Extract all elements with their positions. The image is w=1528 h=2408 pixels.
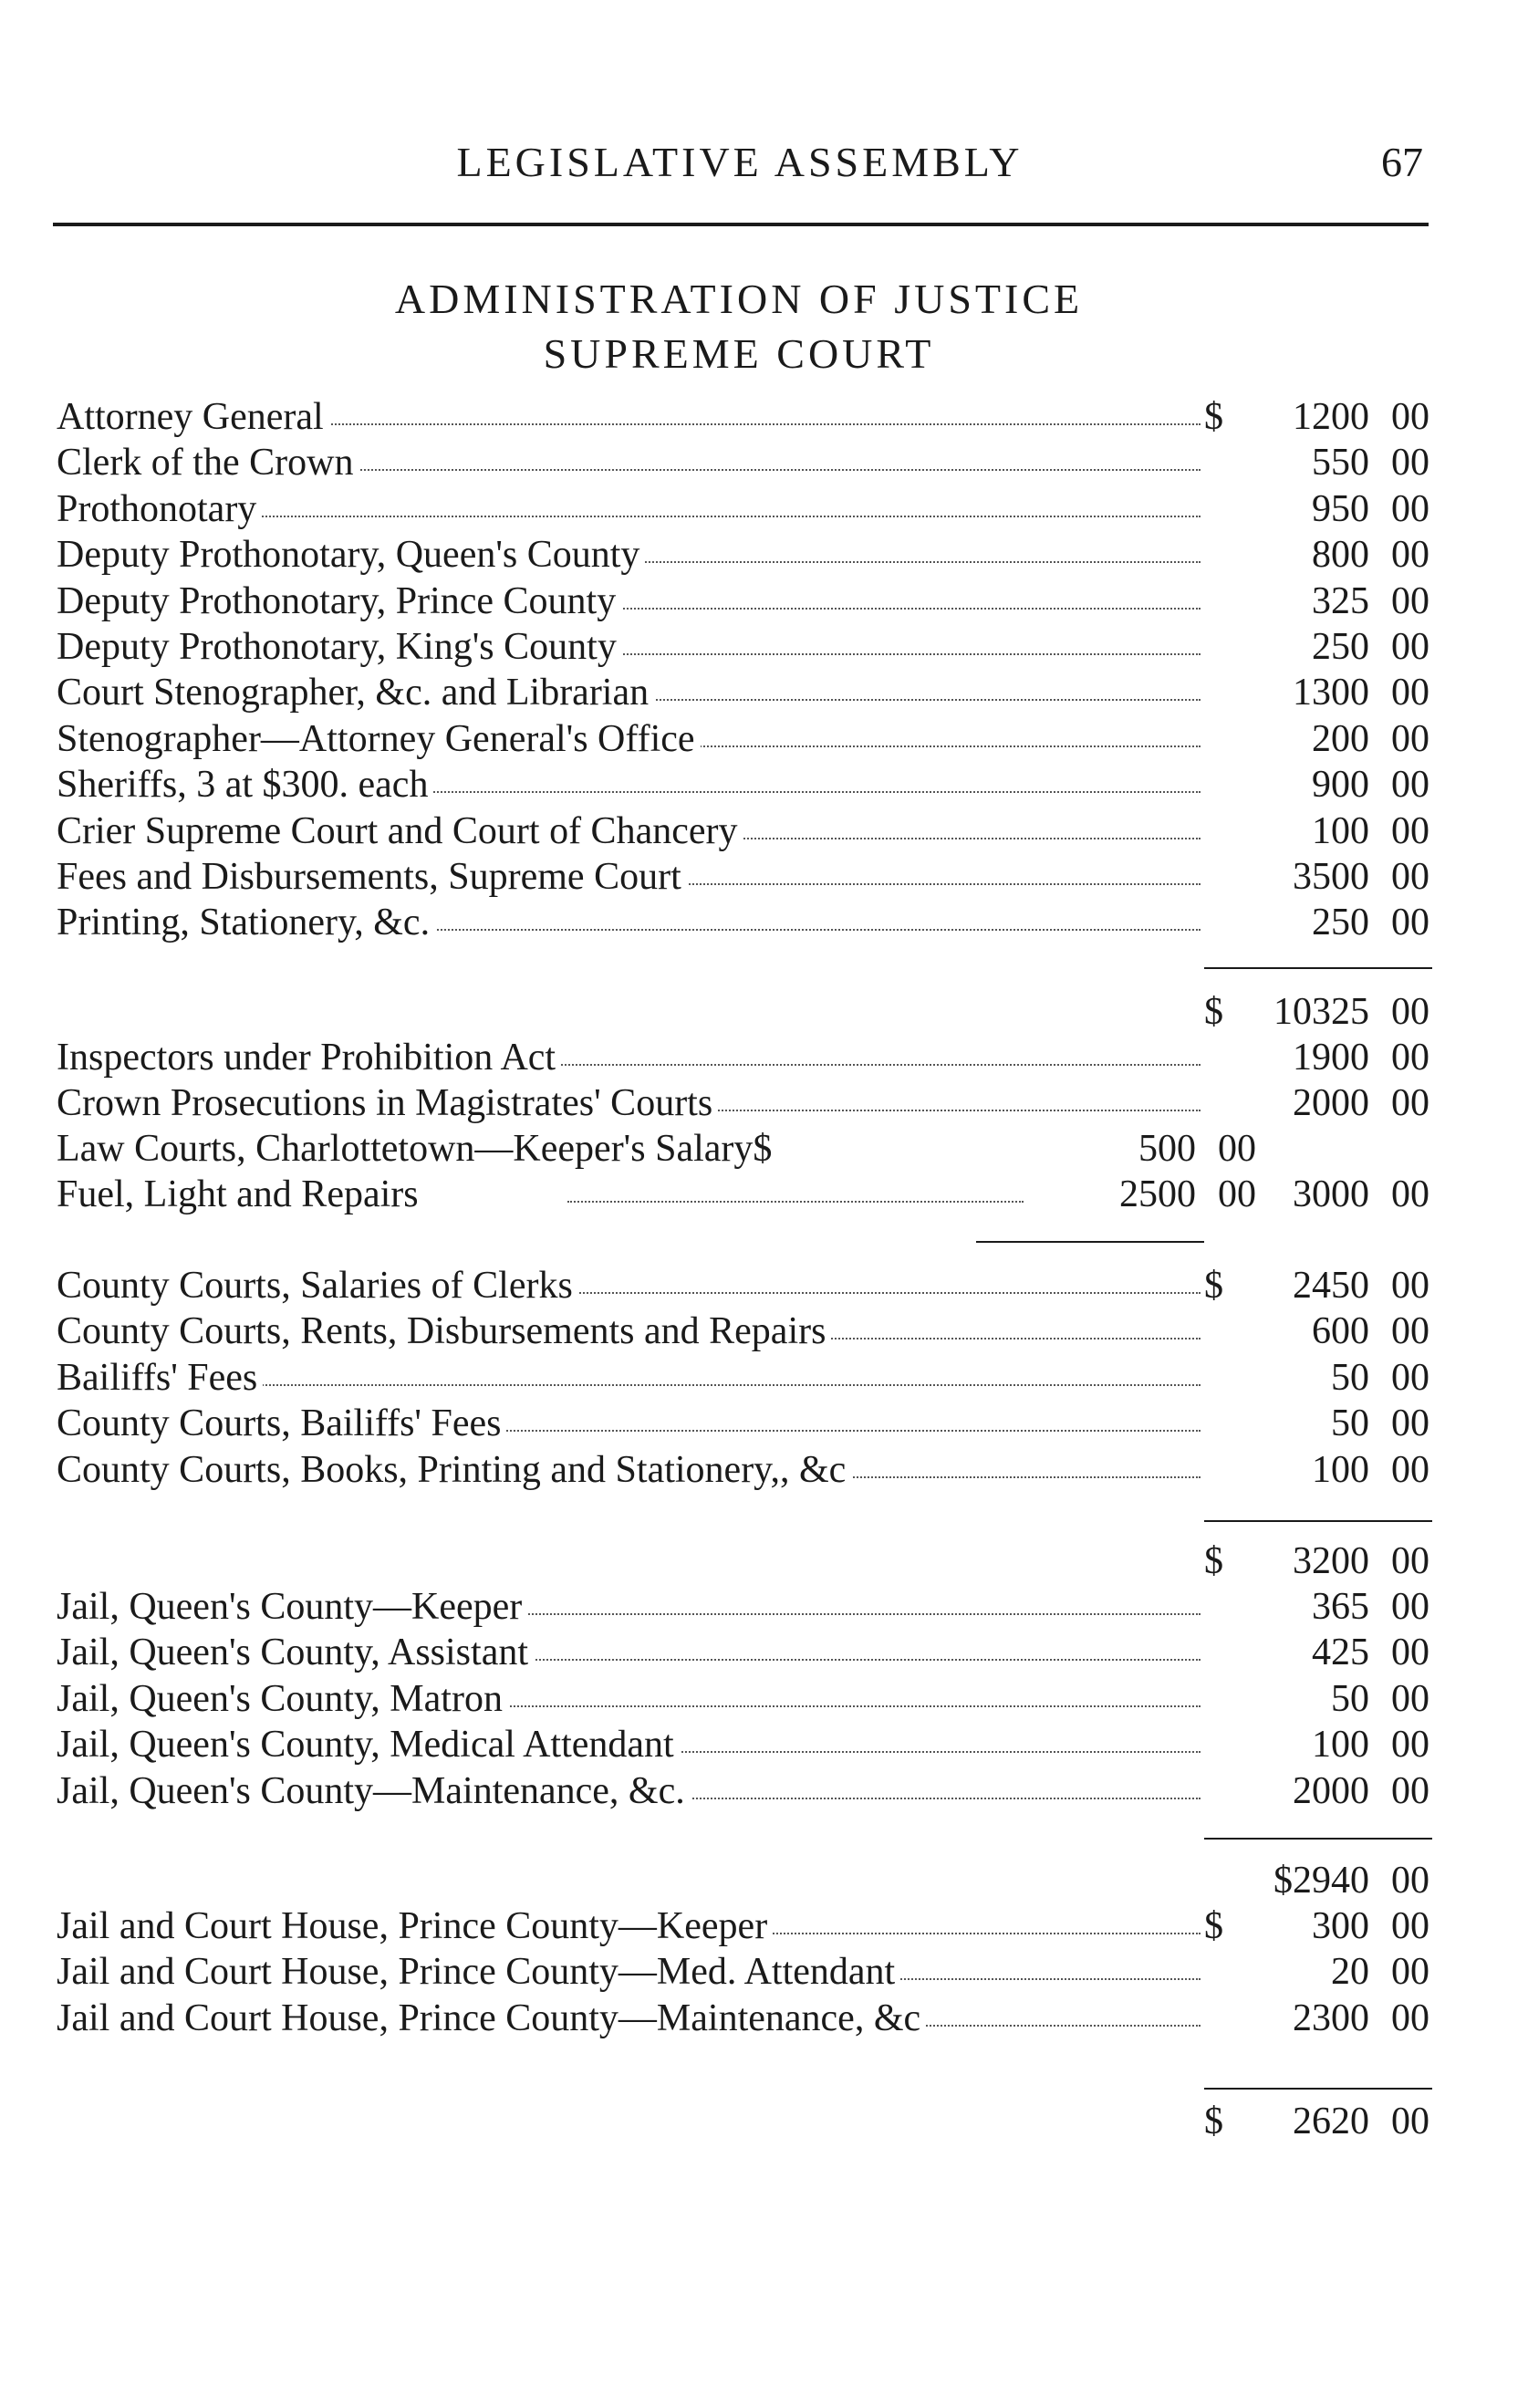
list-item [57,1263,1429,1308]
entry-amount: 550 00 [1312,442,1429,485]
entry-amount: 2300 00 [1293,1996,1429,2039]
entry-amount: 365 00 [1312,1586,1429,1628]
total-row [57,1538,1429,1584]
entry-label: Law Courts, Charlottetown—Keeper's Salary$ [57,1126,777,1172]
entry-label: Bailiffs' Fees [57,1355,263,1401]
entry-label: Deputy Prothonotary, Queen's County [57,532,645,578]
list-item [57,900,1429,945]
section-heading: ADMINISTRATION OF JUSTICE [394,276,1084,322]
total-currency: $ [1204,1540,1223,1582]
subsection-heading: SUPREME COURT [543,330,935,377]
list-item [57,1126,1429,1172]
list-item [57,808,1429,854]
list-item [57,1768,1429,1814]
list-item [57,1355,1429,1401]
total-row [57,2099,1429,2144]
total-amount: 2620 00 [1293,2100,1429,2142]
entry-label: County Courts, Bailiffs' Fees [57,1401,506,1446]
total-amount: 3200 00 [1293,1540,1429,1582]
entry-amount: 3500 00 [1293,856,1429,898]
entry-label: Crown Prosecutions in Magistrates' Courts [57,1080,718,1126]
entry-currency: $ [1204,1905,1223,1947]
total-amount: $2940 00 [1273,1860,1429,1902]
entry-amount: 20 00 [1331,1951,1429,1994]
entry-amount: 600 00 [1312,1310,1429,1353]
entry-amount: 1900 00 [1293,1037,1429,1079]
running-title: LEGISLATIVE ASSEMBLY [456,139,1024,185]
entry-label: Sheriffs, 3 at $300. each [57,762,433,808]
list-item [57,394,1429,440]
entry-label: Jail and Court House, Prince County—Maintenance, &c [57,1996,926,2041]
list-item [57,1172,1429,1217]
total-currency: $ [1204,2100,1223,2142]
entry-amount: 2000 00 [1293,1082,1429,1124]
list-item [57,440,1429,485]
total-currency: $ [1204,991,1223,1033]
entry-amount: 100 00 [1312,809,1429,852]
list-item [57,624,1429,670]
list-item [57,716,1429,762]
entry-amount: 2450 00 [1293,1265,1429,1307]
subtotal-rule [1204,2088,1432,2090]
entry-subamount: 500 00 [1138,1128,1256,1170]
list-item [57,1308,1429,1354]
list-item [57,854,1429,900]
entry-label: Deputy Prothonotary, Prince County [57,579,621,624]
page-number: 67 [1381,139,1423,185]
list-item [57,1584,1429,1630]
entry-label: Stenographer—Attorney General's Office [57,716,701,762]
entry-amount: 250 00 [1312,902,1429,944]
entry-amount: 425 00 [1312,1631,1429,1674]
subtotal-rule [1204,1838,1432,1840]
entry-label: Attorney General [57,394,329,440]
list-item [57,762,1429,808]
entry-label: Crier Supreme Court and Court of Chancery [57,808,743,854]
total-amount: 10325 00 [1273,991,1429,1033]
entry-amount: 1200 00 [1293,396,1429,438]
entry-label: Jail and Court House, Prince County—Med. Attendant [57,1949,900,1995]
subtotal-rule [1204,1520,1432,1522]
entry-label: County Courts, Salaries of Clerks [57,1263,578,1308]
entry-amount: 300 00 [1312,1905,1429,1947]
entry-amount: 100 00 [1312,1448,1429,1491]
list-item [57,1949,1429,1995]
header-rule [53,223,1429,226]
entry-amount: 800 00 [1312,534,1429,577]
list-item [57,579,1429,624]
list-item [57,1903,1429,1949]
list-item [57,1996,1429,2041]
entry-subamount: 2500 00 [1119,1173,1256,1215]
entry-label: Prothonotary [57,486,262,532]
entry-label: Fees and Disbursements, Supreme Court [57,854,687,900]
entry-currency: $ [1204,1265,1223,1307]
entry-label: Inspectors under Prohibition Act [57,1035,561,1080]
running-header [57,135,1423,190]
list-item [57,532,1429,578]
entry-amount: 50 00 [1331,1356,1429,1399]
entry-label: Jail, Queen's County, Assistant [57,1630,534,1675]
list-item [57,1035,1429,1080]
entry-label: Jail, Queen's County—Maintenance, &c. [57,1768,691,1814]
entry-label: Jail, Queen's County, Matron [57,1676,508,1722]
entry-amount: 900 00 [1312,764,1429,807]
subtotal-rule [1204,967,1432,969]
entry-label: County Courts, Rents, Disbursements and Repairs [57,1308,831,1354]
list-item [57,1722,1429,1767]
total-row [57,1858,1429,1903]
list-item [57,1401,1429,1446]
total-row [57,989,1429,1035]
entry-label: Jail, Queen's County, Medical Attendant [57,1722,680,1767]
entry-label: Printing, Stationery, &c. [57,900,435,945]
entry-label: County Courts, Books, Printing and Stationery,, &c [57,1447,851,1493]
list-item [57,670,1429,715]
entry-amount: 250 00 [1312,626,1429,668]
entry-label: Fuel, Light and Repairs [57,1172,424,1217]
entry-amount: 200 00 [1312,717,1429,760]
entry-currency: $ [1204,396,1223,438]
entry-label: Jail and Court House, Prince County—Keeper [57,1903,773,1949]
entry-label: Deputy Prothonotary, King's County [57,624,622,670]
entry-label: Jail, Queen's County—Keeper [57,1584,527,1630]
list-item [57,1676,1429,1722]
list-item [57,1080,1429,1126]
subtotal-rule [976,1241,1204,1243]
entry-amount: 50 00 [1331,1677,1429,1720]
list-item [57,486,1429,532]
entry-amount: 50 00 [1331,1402,1429,1445]
entry-amount: 100 00 [1312,1724,1429,1767]
list-item [57,1630,1429,1675]
entry-amount: 950 00 [1312,487,1429,530]
entry-amount: 3000 00 [1293,1173,1429,1215]
entry-amount: 325 00 [1312,579,1429,622]
list-item [57,1447,1429,1493]
entry-amount: 2000 00 [1293,1769,1429,1812]
entry-label: Clerk of the Crown [57,440,359,485]
entry-amount: 1300 00 [1293,672,1429,714]
entry-label: Court Stenographer, &c. and Librarian [57,670,654,715]
